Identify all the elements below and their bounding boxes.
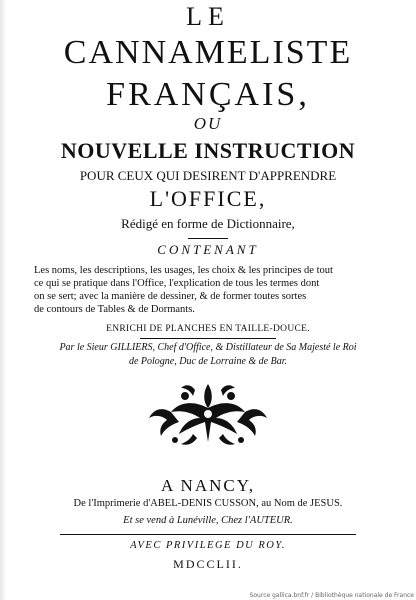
contents-line: de contours de Tables & de Dormants. bbox=[34, 304, 195, 315]
contents-enrichi: ENRICHI DE PLANCHES EN TAILLE-DOUCE. bbox=[106, 324, 310, 334]
contents-line: Les noms, les descriptions, les usages, les choix & les principes de tout bbox=[34, 265, 333, 276]
imprint-year: MDCCLII. bbox=[173, 557, 243, 571]
contents-line: ce qui se pratique dans l'Office, l'explication de tous les termes dont bbox=[34, 278, 320, 289]
contents-heading: CONTENANT bbox=[157, 242, 259, 257]
title-ou: OU bbox=[193, 114, 223, 133]
fleuron-ornament-icon bbox=[145, 378, 271, 448]
imprint-privilege: AVEC PRIVILEGE DU ROY. bbox=[130, 540, 286, 551]
imprint-sold: Et se vend à Lunéville, Chez l'AUTEUR. bbox=[123, 515, 293, 526]
imprint-separator bbox=[60, 534, 356, 535]
subtitle: NOUVELLE INSTRUCTION bbox=[60, 138, 356, 163]
title-separator bbox=[188, 238, 228, 239]
subtitle-for-line: POUR CEUX QUI DESIRENT D'APPRENDRE bbox=[79, 168, 337, 183]
title-francais: FRANÇAIS, bbox=[106, 76, 310, 113]
author-line-2: de Pologne, Duc de Lorraine & de Bar. bbox=[128, 356, 288, 367]
title-main: CANNAMELISTE bbox=[63, 34, 353, 71]
source-credit: Source gallica.bnf.fr / Bibliothèque nationale de France bbox=[249, 592, 414, 599]
contents-line: on se sert; avec la manière de dessiner, & de former toutes sortes bbox=[34, 291, 307, 302]
author-separator bbox=[140, 338, 276, 339]
title-office: L'OFFICE, bbox=[149, 186, 267, 211]
author-line-1: Par le Sieur GILLIERS, Chef d'Office, & Distillateur de Sa Majesté le Roi bbox=[59, 342, 357, 353]
title-redige: Rédigé en forme de Dictionnaire, bbox=[121, 216, 295, 231]
imprint-city: A NANCY, bbox=[160, 476, 256, 495]
title-le: LE bbox=[186, 2, 230, 31]
imprint-printer: De l'Imprimerie d'ABEL-DENIS CUSSON, au Nom de JESUS. bbox=[73, 498, 343, 509]
contents-paragraph bbox=[34, 264, 374, 316]
